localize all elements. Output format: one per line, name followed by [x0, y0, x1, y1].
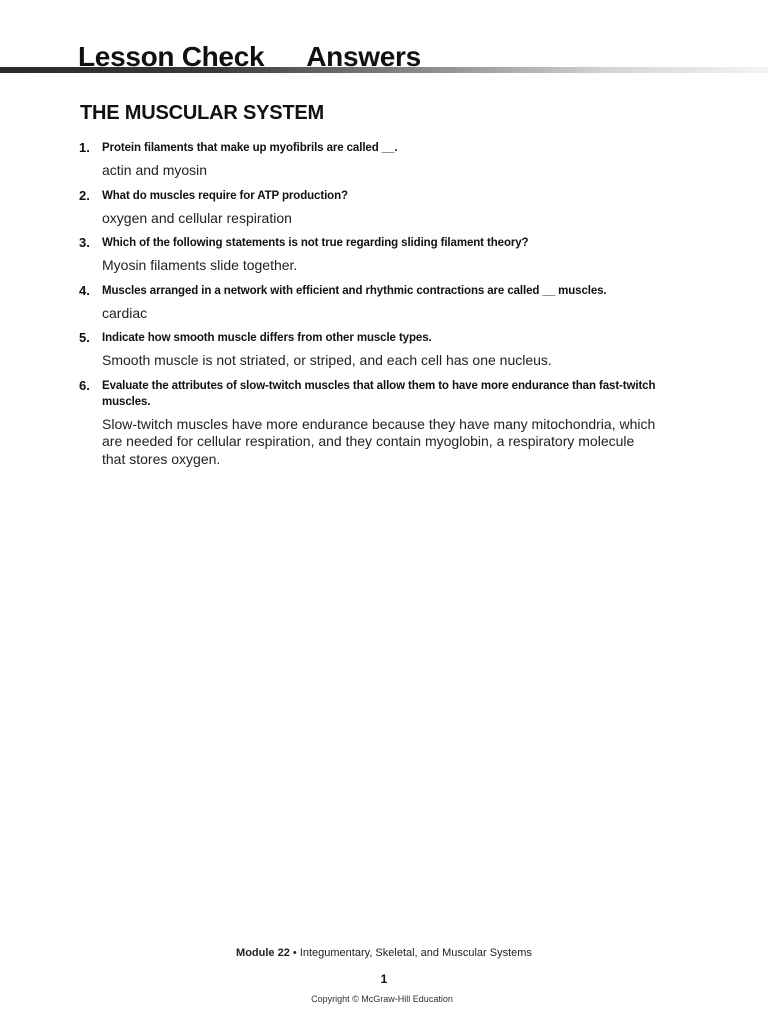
question-item-6 [79, 378, 659, 469]
header-title-answers: Answers [306, 41, 421, 72]
footer-module-title: Integumentary, Skeletal, and Muscular Systems [299, 947, 532, 959]
question-list [79, 140, 659, 476]
question-text: Indicate how smooth muscle differs from other muscle types. [102, 332, 432, 344]
header-title-lesson-check: Lesson Check [78, 41, 265, 72]
question-text: Protein filaments that make up myofibrils are called __. [102, 142, 398, 154]
question-item-2 [79, 188, 659, 228]
question-item-3 [79, 235, 659, 275]
answer-text: Smooth muscle is not striated, or striped, and each cell has one nucleus. [102, 352, 552, 368]
question-item-4 [79, 283, 659, 323]
answer-text: Slow-twitch muscles have more endurance because they have many mitochondria, which are needed for cellular respiration, and they contain myoglobin, a respiratory molecule that stores oxygen. [102, 415, 656, 467]
question-number: 4. [79, 282, 90, 298]
page-number: 1 [380, 972, 388, 986]
question-text: What do muscles require for ATP production? [102, 189, 348, 202]
question-number: 5. [79, 330, 90, 345]
question-item-1 [79, 140, 659, 180]
question-number: 1. [79, 140, 90, 155]
question-number: 3. [79, 235, 90, 250]
footer-module-line [0, 946, 768, 960]
answer-text: oxygen and cellular respiration [102, 209, 292, 226]
question-text: Evaluate the attributes of slow-twitch muscles that allow them to have more endurance than fast-twitch muscles. [102, 379, 656, 408]
answer-text: Myosin filaments slide together. [102, 257, 298, 273]
question-text: Muscles arranged in a network with efficient and rhythmic contractions are called __ muscles. [102, 284, 607, 297]
question-text: Which of the following statements is not true regarding sliding filament theory? [102, 237, 529, 249]
question-item-5 [79, 330, 659, 370]
question-number: 2. [79, 187, 90, 203]
answer-text: cardiac [102, 304, 148, 321]
footer-separator: • [289, 947, 300, 959]
answer-text: actin and myosin [102, 162, 208, 178]
section-title: THE MUSCULAR SYSTEM [80, 102, 324, 124]
copyright-notice: Copyright © McGraw-Hill Education [311, 994, 453, 1004]
question-number: 6. [79, 377, 90, 393]
footer-module-label: Module 22 [236, 947, 290, 959]
page-header [78, 40, 421, 74]
